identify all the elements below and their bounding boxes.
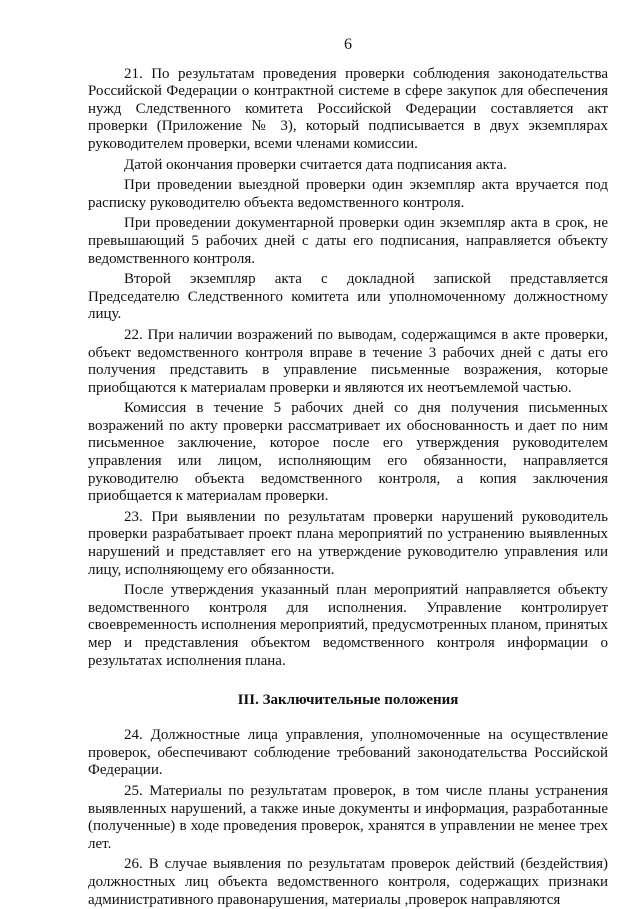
paragraph-commission-review: Комиссия в течение 5 рабочих дней со дня получения письменных возражений по акту проверки рассматривает их обоснованность и дает по ним письменное заключение, которое после его утверждения руководителем управления или лицом, исполняющим его обязанности, направляется руководителю объекта ведомственного контроля, а копия заключения приобщается к материалам проверки.: [88, 400, 608, 505]
paragraph-documentary-inspection: При проведении документарной проверки один экземпляр акта в срок, не превышающий 5 рабочих дней с даты его подписания, направляется объекту ведомственного контроля.: [88, 215, 608, 267]
paragraph-23: 23. При выявлении по результатам проверки нарушений руководитель проверки разрабатывает проект плана мероприятий по устранению выявленных нарушений и представляет его на утверждение руководителю управления или лицу, исполняющему его обязанности.: [88, 508, 608, 578]
paragraph-onsite-inspection: При проведении выездной проверки один экземпляр акта вручается под расписку руководителю объекта ведомственного контроля.: [88, 177, 608, 211]
paragraph-plan-approval: После утверждения указанный план мероприятий направляется объекту ведомственного контроля для исполнения. Управление контролирует своевременность исполнения мероприятий, предусмотренных планом, принятых мер и представления объектом ведомственного контроля информации о результатах исполнения плана.: [88, 582, 608, 669]
paragraph-22: 22. При наличии возражений по выводам, содержащимся в акте проверки, объект ведомственного контроля вправе в течение 3 рабочих дней с даты его получения представить в управление письменные возражения, которые приобщаются к материалам проверки и являются их неотъемлемой частью.: [88, 326, 608, 396]
paragraph-24: 24. Должностные лица управления, уполномоченные на осуществление проверок, обеспечивают соблюдение требований законодательства Российской Федерации.: [88, 727, 608, 779]
page-number: 6: [344, 36, 352, 53]
section-heading: III. Заключительные положения: [237, 692, 459, 709]
paragraph-second-copy: Второй экземпляр акта с докладной запиской представляется Председателю Следственного комитета или уполномоченному должностному лицу.: [88, 271, 608, 323]
paragraph-21: 21. По результатам проведения проверки соблюдения законодательства Российской Федерации о контрактной системе в сфере закупок для обеспечения нужд Следственного комитета Российской Федерации составляется акт проверки (Приложение № 3), который подписывается в двух экземплярах руководителем проверки, всеми членами комиссии.: [88, 65, 608, 152]
paragraph-25: 25. Материалы по результатам проверок, в том числе планы устранения выявленных нарушений, а также иные документы и информация, разработанные (полученные) в ходе проведения проверок, хранятся в управлении не менее трех лет.: [88, 782, 608, 852]
paragraph-26: 26. В случае выявления по результатам проверок действий (бездействия) должностных лиц объекта ведомственного контроля, содержащих признаки административного правонарушения, материалы ,проверок направляются: [88, 856, 608, 908]
paragraph-act-end-date: Датой окончания проверки считается дата подписания акта.: [124, 156, 507, 173]
